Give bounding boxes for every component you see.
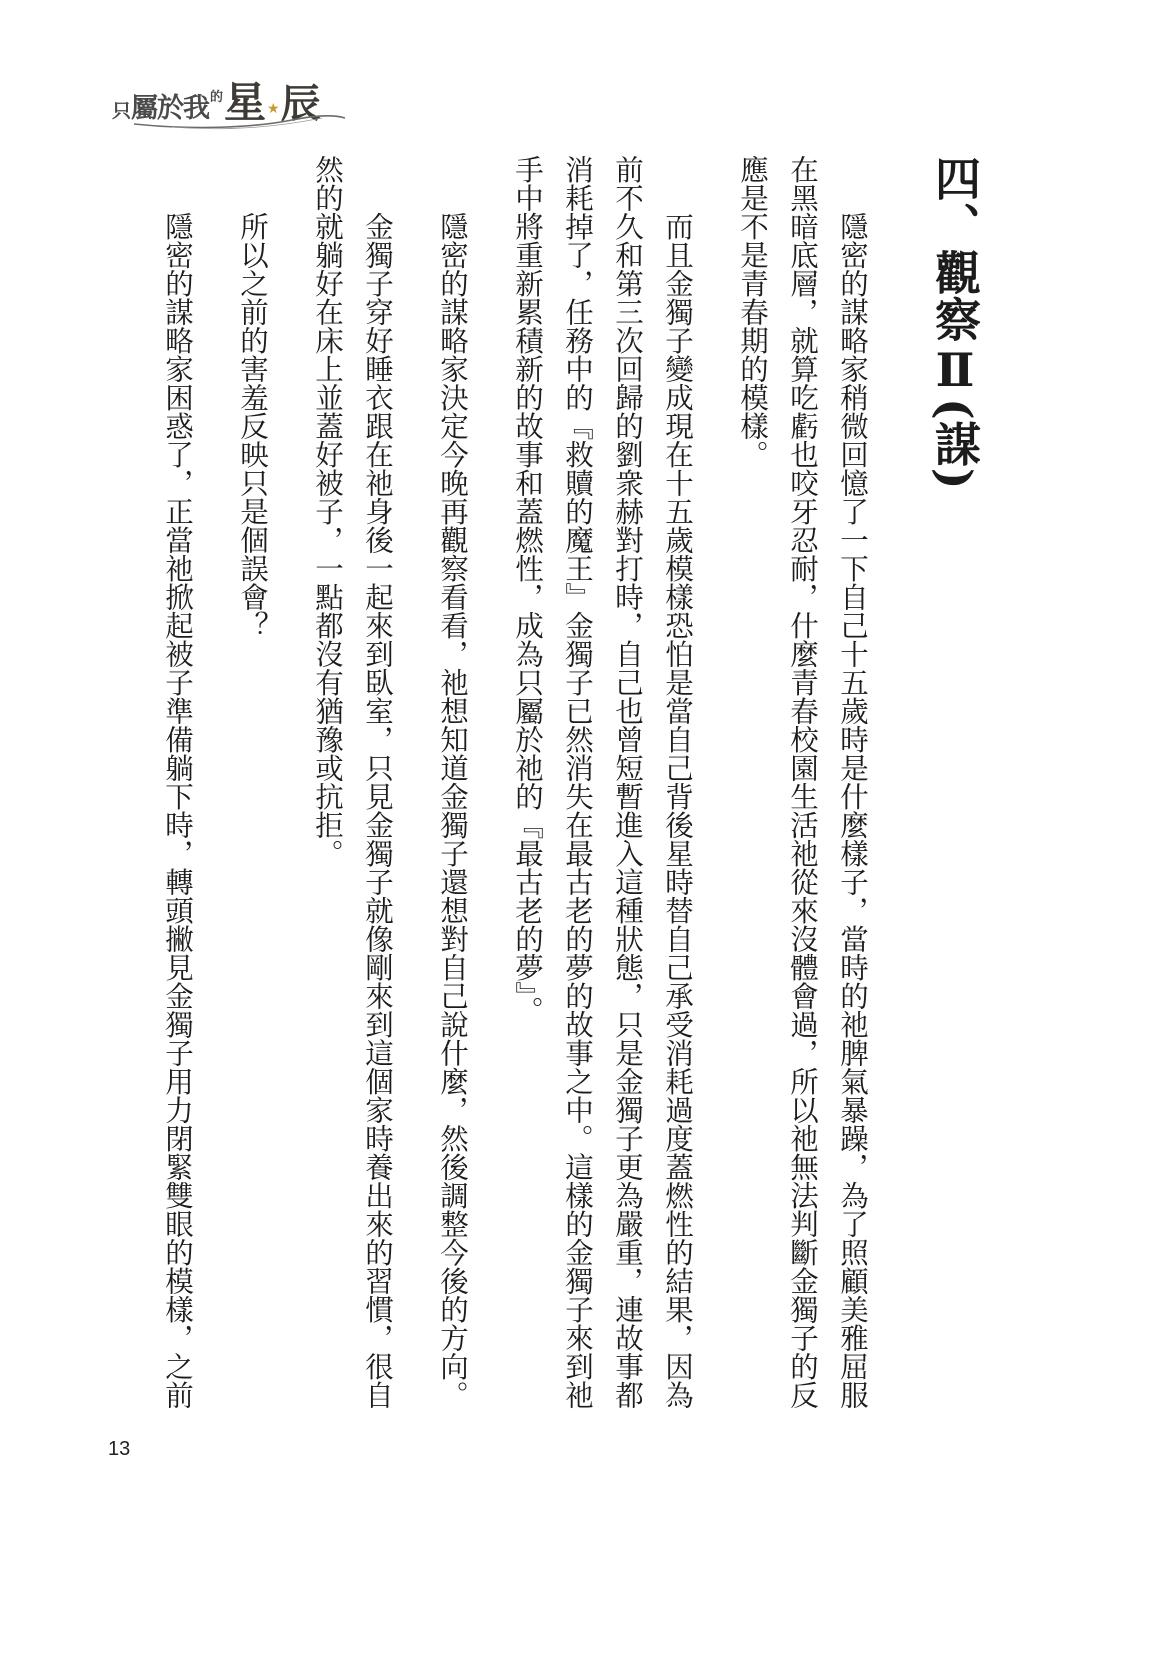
text-line: 應是不是青春期的模樣。 <box>736 155 769 469</box>
text-line: 前不久和第三次回歸的劉衆赫對打時，自己也曾短暫進入這種狀態，只是金獨子更為嚴重，連故事都 <box>611 155 644 1409</box>
chapter-title: 四、觀察Ⅱ(謀) <box>928 155 982 491</box>
page-number: 13 <box>108 1438 131 1460</box>
paragraph <box>427 155 477 1455</box>
logo-text-part: 只 <box>112 100 132 122</box>
paragraph <box>502 155 702 1455</box>
text-line: 而且金獨子變成現在十五歲模樣恐怕是當自己背後星時替自己承受消耗過度蓋燃性的結果，因為 <box>661 212 694 1409</box>
logo-text-part: 屬於我 <box>131 93 210 124</box>
text-line: 隱密的謀略家稍微回憶了一下自己十五歲時是什麼樣子，當時的祂脾氣暴躁，為了照顧美雅屈服 <box>836 212 869 1409</box>
text-line: 隱密的謀略家決定今晚再觀察看看，祂想知道金獨子還想對自己說什麼，然後調整今後的方向。 <box>436 212 469 1409</box>
text-line: 手中將重新累積新的故事和蓋燃性，成為只屬於祂的『最古老的夢』。 <box>511 155 544 1025</box>
paragraph <box>152 155 202 1455</box>
paragraph <box>727 155 877 1455</box>
text-line: 消耗掉了，任務中的『救贖的魔王』金獨子已然消失在最古老的夢的故事之中。這樣的金獨子來到祂 <box>561 155 594 1409</box>
vertical-text-body <box>152 155 985 1455</box>
text-line: 隱密的謀略家困惑了，正當祂掀起被子準備躺下時，轉頭撇見金獨子用力閉緊雙眼的模樣，之前 <box>161 212 194 1409</box>
logo-text-part: 星 <box>224 78 267 127</box>
logo-swoosh <box>132 110 347 132</box>
paragraph <box>227 155 277 1455</box>
text-line: 在黑暗底層，就算吃虧也咬牙忍耐，什麼青春校園生活祂從來沒體會過，所以祂無法判斷金獨子的反 <box>786 155 819 1409</box>
star-icon: ★ <box>267 101 280 117</box>
logo-text-part: 的 <box>210 90 224 105</box>
paragraph <box>302 155 402 1455</box>
text-line: 所以之前的害羞反映只是個誤會？ <box>236 212 269 640</box>
text-line: 金獨子穿好睡衣跟在祂身後一起來到臥室，只見金獨子就像剛來到這個家時養出來的習慣，很自 <box>361 212 394 1409</box>
header-logo <box>112 70 342 140</box>
text-line: 然的就躺好在床上並蓋好被子，一點都沒有猶豫或抗拒。 <box>311 155 344 868</box>
logo-text-part: 辰 <box>280 80 321 127</box>
